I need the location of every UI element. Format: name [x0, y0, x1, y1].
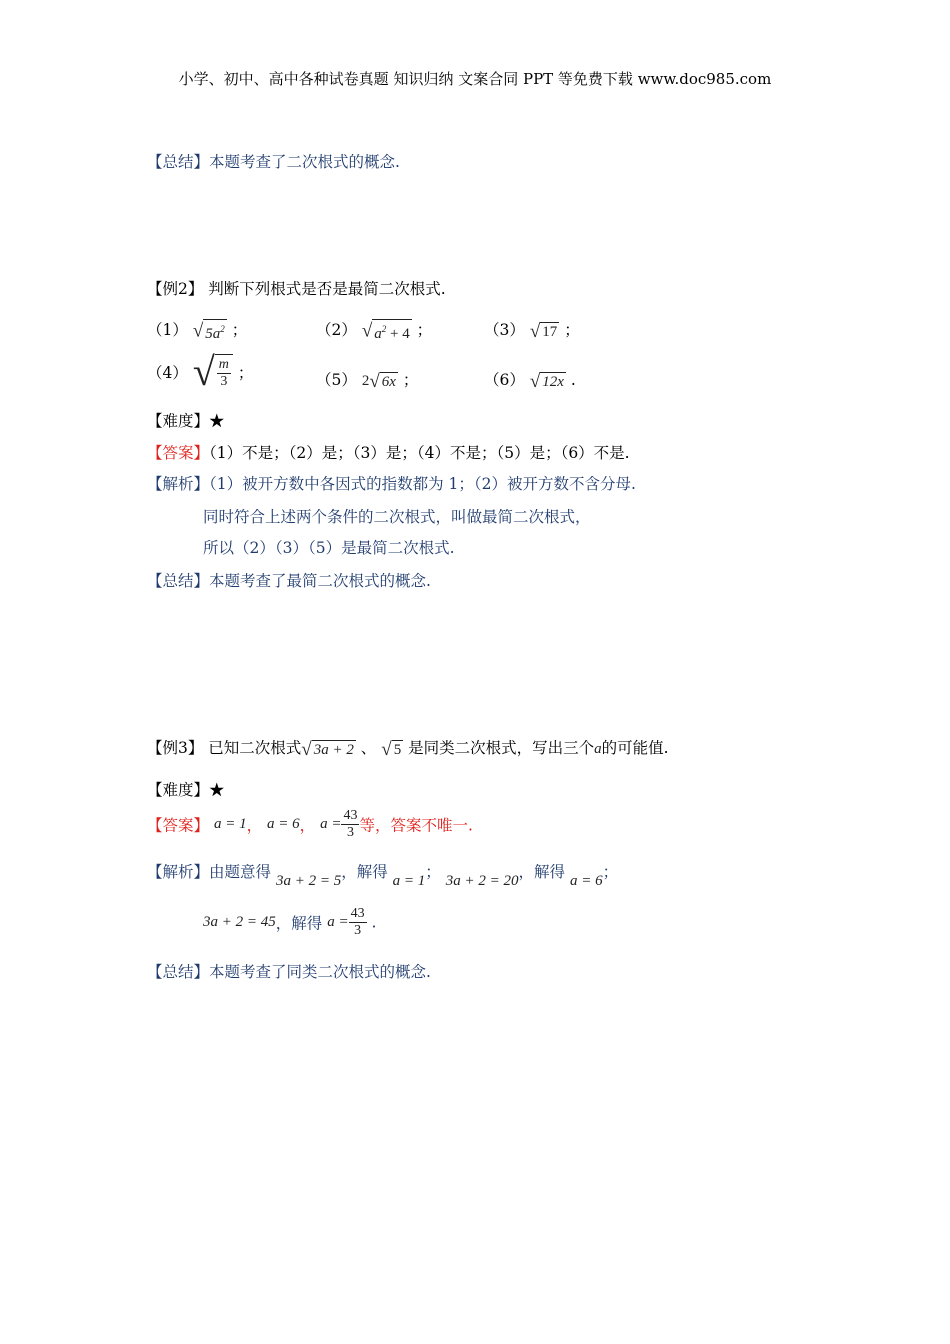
summary-3: 【总结】本题考查了同类二次根式的概念. — [147, 963, 431, 981]
ex2-analysis-line-2: 同时符合上述两个条件的二次根式，叫做最简二次根式， — [203, 508, 591, 526]
ex2-difficulty: 【难度】★ — [147, 412, 225, 430]
ex3-analysis: 【解析】由题意得 3a + 2 = 5，解得 a = 1； 3a + 2 = 20，解得 a = 6； — [147, 863, 619, 889]
example-2-title: 【例2】 判断下列根式是否是最简二次根式. — [147, 280, 446, 298]
ex2-item-1: （1） √ $5a^2$ ； — [147, 320, 248, 342]
ex2-analysis: 【解析】（1）被开方数中各因式的指数都为 1；（2）被开方数不含分母. — [147, 475, 636, 493]
summary-2: 【总结】本题考查了最简二次根式的概念. — [147, 572, 431, 590]
page-header: 小学、初中、高中各种试卷真题 知识归纳 文案合同 PPT 等免费下载 www.doc985.com — [178, 70, 772, 88]
summary-1: 【总结】本题考查了二次根式的概念. — [147, 153, 400, 171]
ex2-item-4: （4） √ $\frac{m}{3}$ ； — [147, 349, 254, 394]
ex2-item-6: （6） √ 12x . — [484, 370, 576, 392]
ex2-item-5: （5） 2√ 6x ； — [316, 370, 419, 392]
ex2-answer: 【答案】（1）不是；（2）是；（3）是；（4）不是；（5）是；（6）不是. — [147, 444, 630, 462]
ex3-analysis-line-2: 3a + 2 = 45，解得 a = $\frac{43}{3}$ . — [203, 906, 377, 938]
ex3-answer: 【答案】 a = 1， a = 6， a = $\frac{43}{3}$ 等，答案不唯一. — [147, 808, 473, 840]
ex2-item-2: （2） √ $a^2 + 4$ ； — [316, 320, 433, 342]
example-3-title: 【例3】 已知二次根式√ 3a + 2 、 √ 5 是同类二次根式，写出三个a的可能值. — [147, 738, 669, 760]
ex2-item-3: （3） √ 17 ； — [484, 320, 580, 342]
ex3-difficulty: 【难度】★ — [147, 781, 225, 799]
ex2-analysis-line-3: 所以（2）（3）（5）是最简二次根式. — [203, 539, 455, 557]
